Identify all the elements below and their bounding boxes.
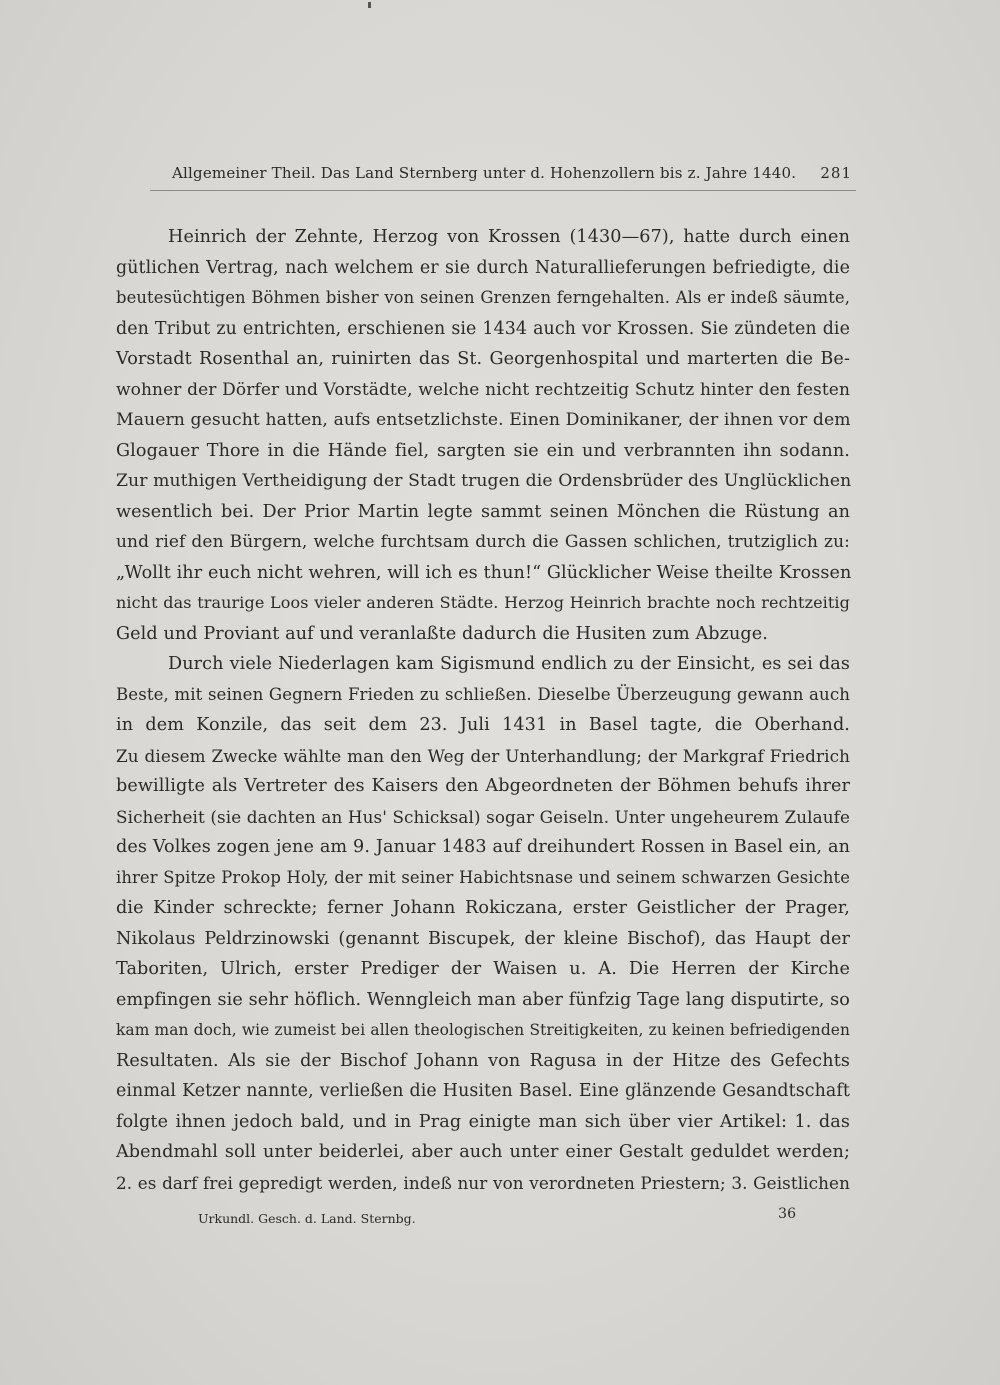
- text-line: 2. es darf frei gepredigt werden, indeß nur von verordneten Priestern; 3. Geistlichen: [116, 1172, 850, 1193]
- text-line: nicht das traurige Loos vieler anderen Städte. Herzog Heinrich brachte noch rechtzeitig: [116, 593, 850, 612]
- text-line: Durch viele Niederlagen kam Sigismund endlich zu der Einsicht, es sei das: [168, 654, 850, 674]
- text-line: Sicherheit (sie dachten an Hus' Schicksal) sogar Geiseln. Unter ungeheurem Zulaufe: [116, 806, 850, 827]
- text-line: empfingen sie sehr höflich. Wenngleich man aber fünfzig Tage lang disputirte, so: [116, 989, 850, 1010]
- page-number: 281: [820, 164, 852, 182]
- text-line: beutesüchtigen Böhmen bisher von seinen Grenzen ferngehalten. Als er indeß säumte,: [116, 288, 850, 307]
- text-line: Nikolaus Peldrzinowski (genannt Biscupek, der kleine Bischof), das Haupt der: [116, 928, 850, 949]
- page-footer: [198, 1208, 818, 1230]
- ink-speck: [368, 2, 371, 8]
- signature-number: 36: [778, 1206, 796, 1222]
- text-line: des Volkes zogen jene am 9. Januar 1483 auf dreihundert Rossen in Basel ein, an: [116, 837, 850, 857]
- running-title: Allgemeiner Theil. Das Land Sternberg unter d. Hohenzollern bis z. Jahre 1440.: [172, 164, 797, 182]
- text-line: Resultaten. Als sie der Bischof Johann von Ragusa in der Hitze des Gefechts: [116, 1050, 850, 1071]
- text-line: bewilligte als Vertreter des Kaisers den Abgeordneten der Böhmen behufs ihrer: [116, 776, 850, 796]
- signature-text: Urkundl. Gesch. d. Land. Sternbg.: [198, 1211, 416, 1226]
- text-line: in dem Konzile, das seit dem 23. Juli 1431 in Basel tagte, die Oberhand.: [116, 715, 850, 735]
- text-line: den Tribut zu entrichten, erschienen sie 1434 auch vor Krossen. Sie zündeten die: [116, 318, 850, 339]
- text-line: Mauern gesucht hatten, aufs entsetzlichste. Einen Dominikaner, der ihnen vor dem: [116, 410, 851, 430]
- text-line: wesentlich bei. Der Prior Martin legte sammt seinen Mönchen die Rüstung an: [116, 501, 850, 522]
- text-line: Zur muthigen Vertheidigung der Stadt trugen die Ordensbrüder des Unglücklichen: [116, 471, 852, 491]
- text-line: wohner der Dörfer und Vorstädte, welche nicht rechtzeitig Schutz hinter den festen: [116, 379, 850, 400]
- text-line: kam man doch, wie zumeist bei allen theologischen Streitigkeiten, zu keinen befriedigenden: [116, 1021, 850, 1039]
- text-line: einmal Ketzer nannte, verließen die Husiten Basel. Eine glänzende Gesandtschaft: [116, 1081, 850, 1101]
- text-line: Glogauer Thore in die Hände fiel, sargten sie ein und verbrannten ihn sodann.: [116, 440, 850, 461]
- text-line: Geld und Proviant auf und veranlaßte dadurch die Husiten zum Abzuge.: [116, 623, 768, 644]
- text-line: Abendmahl soll unter beiderlei, aber auch unter einer Gestalt geduldet werden;: [116, 1142, 850, 1162]
- text-line: „Wollt ihr euch nicht wehren, will ich es thun!“ Glücklicher Weise theilte Krossen: [116, 562, 852, 583]
- text-line: folgte ihnen jedoch bald, und in Prag einigte man sich über vier Artikel: 1. das: [116, 1111, 850, 1132]
- text-line: gütlichen Vertrag, nach welchem er sie durch Naturallieferungen befriedigte, die: [116, 257, 850, 278]
- running-header: [172, 158, 852, 188]
- text-line: und rief den Bürgern, welche furchtsam durch die Gassen schlichen, trutziglich zu:: [116, 532, 850, 552]
- text-line: Zu diesem Zwecke wählte man den Weg der Unterhandlung; der Markgraf Friedrich: [116, 745, 850, 766]
- text-line: Taboriten, Ulrich, erster Prediger der Waisen u. A. Die Herren der Kirche: [116, 959, 850, 979]
- body-text: [116, 222, 850, 1198]
- text-line: Beste, mit seinen Gegnern Frieden zu schließen. Dieselbe Überzeugung gewann auch: [116, 684, 850, 704]
- header-rule: [150, 190, 856, 191]
- text-line: Vorstadt Rosenthal an, ruinirten das St. Georgenhospital und marterten die Be-: [116, 349, 850, 369]
- text-line: die Kinder schreckte; ferner Johann Rokiczana, erster Geistlicher der Prager,: [116, 898, 850, 918]
- text-line: ihrer Spitze Prokop Holy, der mit seiner Habichtsnase und seinem schwarzen Gesichte: [116, 867, 850, 887]
- text-line: Heinrich der Zehnte, Herzog von Krossen (1430—67), hatte durch einen: [168, 227, 850, 247]
